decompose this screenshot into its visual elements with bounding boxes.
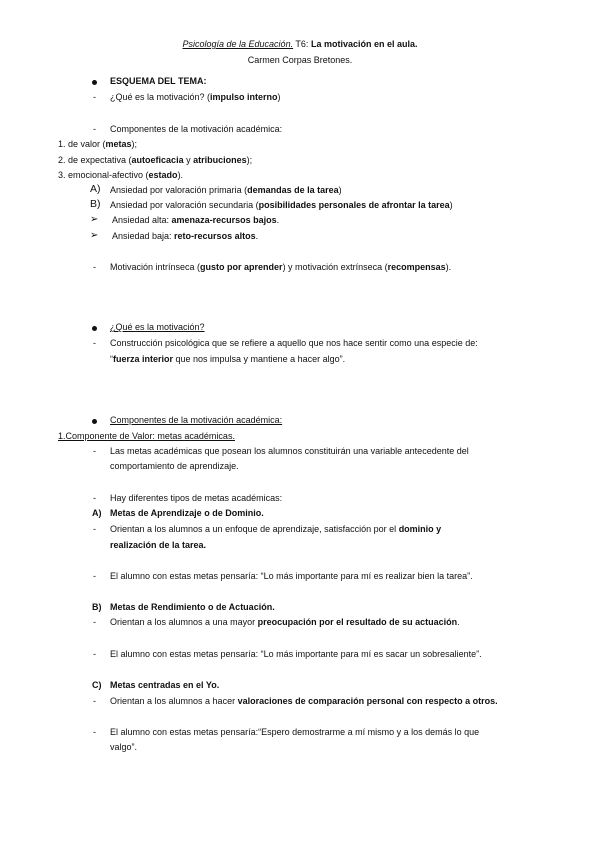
component-emotional: 3. emocional-afectivo (estado). (58, 170, 184, 180)
bullet-icon (92, 419, 97, 424)
dash-marker: - (93, 493, 96, 503)
topic-prefix: T6: (295, 39, 309, 49)
dash-marker: - (93, 617, 96, 627)
outline-components-title: Componentes de la motivación académica: (110, 124, 283, 134)
dash-marker: - (93, 524, 96, 534)
metas-self-quote-line1: El alumno con estas metas pensaría:“Espero demostrarme a mí mismo y a los demás lo que (110, 727, 480, 737)
list-marker-c: C) (92, 680, 102, 690)
section-components-title: Componentes de la motivación académica: (110, 415, 283, 425)
dash-marker: - (93, 338, 96, 348)
metas-self-desc: Orientan a los alumnos a hacer valoraciones de comparación personal con respecto a otros. (110, 696, 498, 706)
dash-marker: - (93, 571, 96, 581)
outline-question: ¿Qué es la motivación? (impulso interno) (110, 92, 281, 102)
dash-marker: - (93, 262, 96, 272)
metas-self-title: Metas centradas en el Yo. (110, 680, 220, 690)
component-value-title: 1.Componente de Valor: metas académicas. (58, 431, 235, 441)
list-marker-a: A) (92, 508, 102, 518)
metas-learning-quote: El alumno con estas metas pensaría: “Lo más importante para mí es realizar bien la tarea”. (110, 571, 473, 581)
metas-learning-desc1: Orientan a los alumnos a un enfoque de aprendizaje, satisfacción por el dominio y (110, 524, 442, 534)
metas-performance-title: Metas de Rendimiento o de Actuación. (110, 602, 275, 612)
anxiety-high: Ansiedad alta: amenaza-recursos bajos. (112, 215, 280, 225)
anxiety-low: Ansiedad baja: reto-recursos altos. (112, 231, 259, 241)
arrow-bullet-icon: ➢ (90, 214, 99, 225)
metas-performance-quote: El alumno con estas metas pensaría: “Lo más importante para mí es sacar un sobresaliente”. (110, 649, 482, 659)
definition-line1: Construcción psicológica que se refiere a aquello que nos hace sentir como una especie de: (110, 338, 478, 348)
dash-marker: - (93, 124, 96, 134)
anxiety-secondary: Ansiedad por valoración secundaria (posibilidades personales de afrontar la tarea) (110, 200, 453, 210)
dash-marker: - (93, 446, 96, 456)
anxiety-primary: Ansiedad por valoración primaria (demandas de la tarea) (110, 185, 342, 195)
document-title (0, 39, 600, 50)
dash-marker: - (93, 649, 96, 659)
dash-marker: - (93, 696, 96, 706)
metas-learning-desc2: realización de la tarea. (110, 540, 207, 550)
metas-types-intro: Hay diferentes tipos de metas académicas: (110, 493, 283, 503)
topic-title: La motivación en el aula. (310, 39, 418, 49)
metas-performance-desc: Orientan a los alumnos a una mayor preocupación por el resultado de su actuación. (110, 617, 460, 627)
list-marker-b: B) (90, 198, 101, 210)
metas-paragraph-line2: comportamiento de aprendizaje. (110, 461, 239, 471)
author: Carmen Corpas Bretones. (247, 55, 353, 65)
dash-marker: - (93, 92, 96, 102)
section-what-title: ¿Qué es la motivación? (110, 322, 205, 332)
component-value: 1. de valor (metas); (58, 139, 138, 149)
bullet-icon (92, 80, 97, 85)
motivation-types: Motivación intrínseca (gusto por aprender) y motivación extrínseca (recompensas). (110, 262, 452, 272)
metas-paragraph-line1: Las metas académicas que posean los alumnos constituirán una variable antecedente del (110, 446, 469, 456)
component-expectancy: 2. de expectativa (autoeficacia y atribuciones); (58, 155, 253, 165)
bullet-icon (92, 326, 97, 331)
metas-self-quote-line2: valgo”. (110, 742, 138, 752)
list-marker-a: A) (90, 183, 101, 195)
metas-learning-title: Metas de Aprendizaje o de Dominio. (110, 508, 264, 518)
list-marker-b: B) (92, 602, 102, 612)
subject: Psicología de la Educación. (182, 39, 294, 49)
dash-marker: - (93, 727, 96, 737)
definition-line2: “fuerza interior que nos impulsa y mantiene a hacer algo”. (110, 354, 346, 364)
arrow-bullet-icon: ➢ (90, 230, 99, 241)
outline-heading: ESQUEMA DEL TEMA: (110, 76, 207, 86)
